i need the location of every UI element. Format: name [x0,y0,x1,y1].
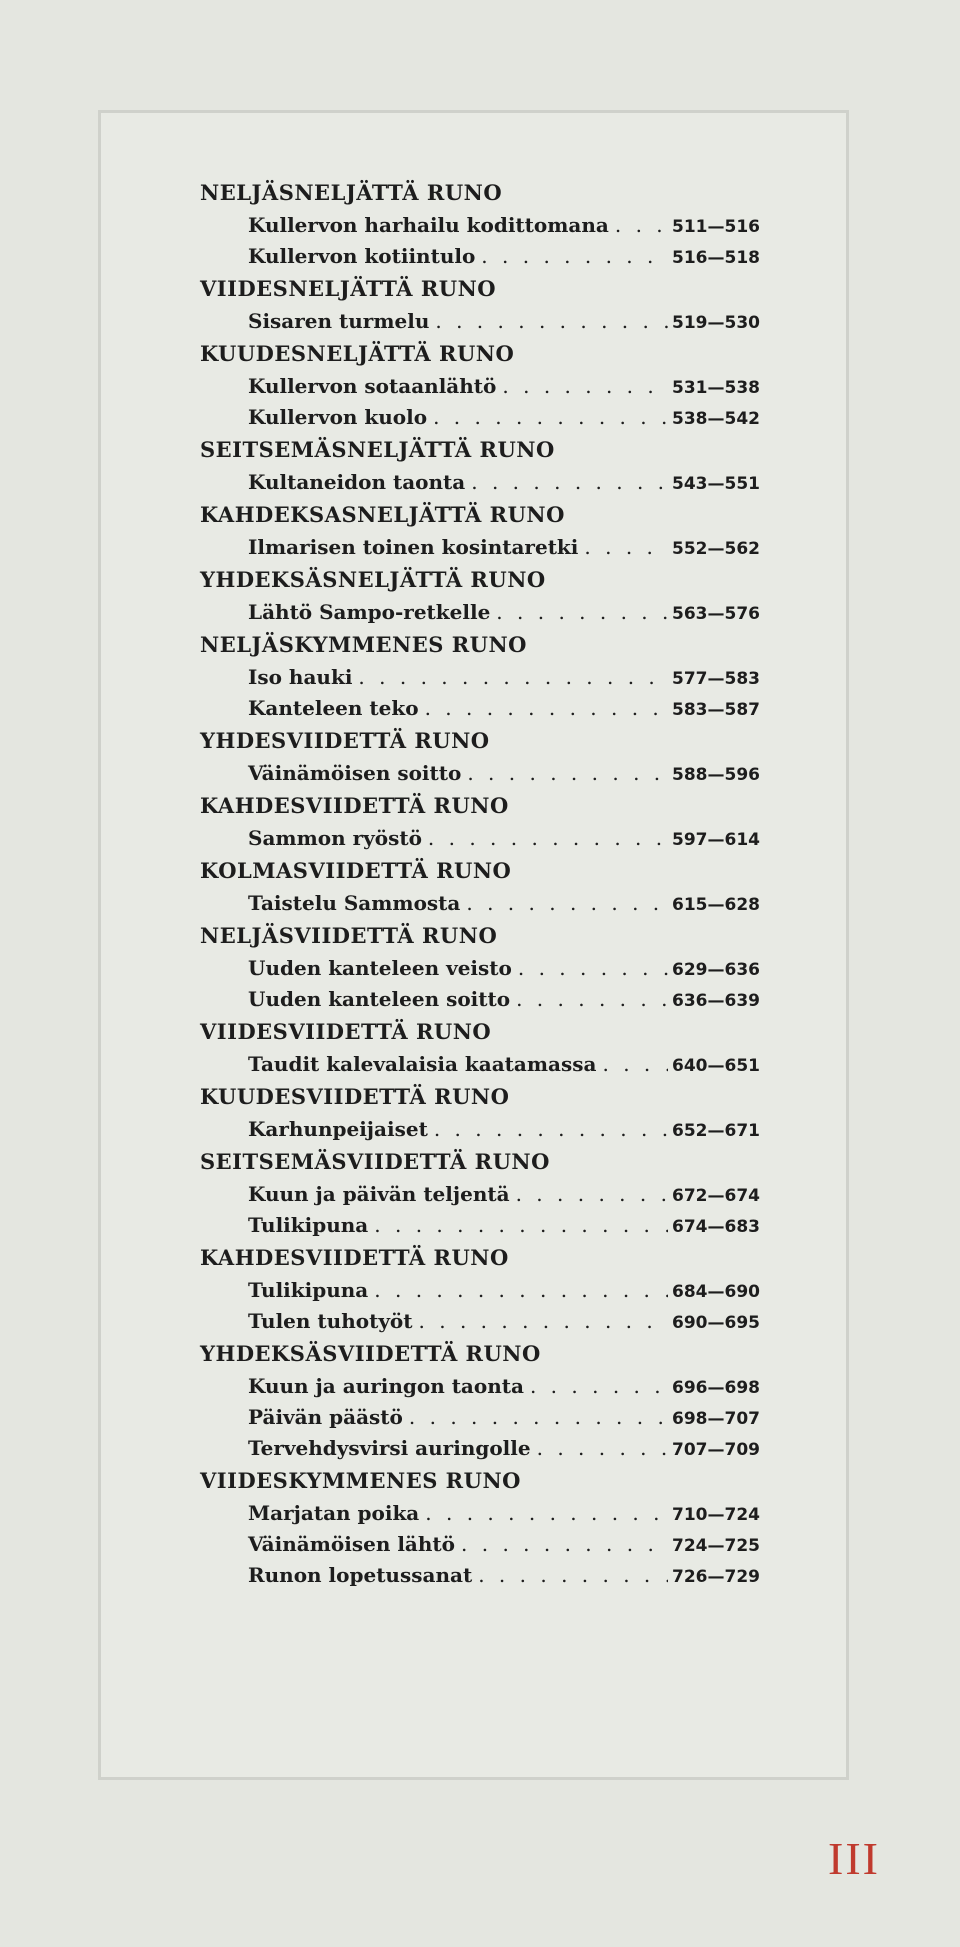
entry-title: Kullervon sotaanlähtö [248,374,497,398]
toc-entry [248,1114,760,1145]
toc-section [200,1015,760,1080]
toc-entry [248,241,760,272]
dot-leader [461,758,668,789]
section-heading: NELJÄSKYMMENES RUNO [200,632,527,657]
toc-entry [248,888,760,919]
entry-title: Kullervon harhailu kodittomana [248,213,609,237]
toc-entry [248,1306,760,1337]
dot-leader [428,1114,668,1145]
toc-section [200,337,760,433]
entry-title: Iso hauki [248,665,353,689]
section-heading: VIIDESVIIDETTÄ RUNO [200,1019,492,1044]
dot-leader [490,597,668,628]
entry-page-range: 516—518 [672,248,760,268]
entry-title: Ilmarisen toinen kosintaretki [248,535,579,559]
toc-entry [248,306,760,337]
toc-section [200,433,760,498]
toc-section [200,1080,760,1145]
dot-leader [512,953,668,984]
entry-page-range: 583—587 [672,700,760,720]
section-heading: KAHDESVIIDETTÄ RUNO [200,793,509,818]
toc-entry [248,1210,760,1241]
toc-section [200,1145,760,1241]
dot-leader [419,1498,668,1529]
entry-page-range: 511—516 [672,217,760,237]
entry-title: Kullervon kotiintulo [248,244,476,268]
entry-title: Kuun ja auringon taonta [248,1374,524,1398]
dot-leader [419,693,668,724]
toc-entry [248,984,760,1015]
toc-section [200,724,760,789]
dot-leader [472,1560,668,1591]
table-of-contents [200,176,760,1591]
entry-page-range: 563—576 [672,604,760,624]
entry-title: Päivän päästö [248,1405,403,1429]
entry-title: Uuden kanteleen veisto [248,956,512,980]
toc-entry [248,662,760,693]
entry-page-range: 698—707 [672,1409,760,1429]
entry-title: Tulikipuna [248,1278,369,1302]
toc-entry [248,597,760,628]
toc-entry [248,1529,760,1560]
entry-title: Väinämöisen soitto [248,761,462,785]
dot-leader [578,532,668,563]
dot-leader [531,1433,668,1464]
toc-section [200,1241,760,1337]
section-heading: NELJÄSNELJÄTTÄ RUNO [200,180,503,205]
dot-leader [429,306,668,337]
entry-page-range: 674—683 [672,1217,760,1237]
toc-entry [248,758,760,789]
toc-section [200,498,760,563]
entry-page-range: 690—695 [672,1313,760,1333]
entry-title: Kuun ja päivän teljentä [248,1182,510,1206]
toc-entry [248,1560,760,1591]
entry-page-range: 588—596 [672,765,760,785]
toc-entry [248,532,760,563]
entry-page-range: 652—671 [672,1121,760,1141]
toc-entry [248,823,760,854]
dot-leader [475,241,668,272]
section-heading: YHDEKSÄSVIIDETTÄ RUNO [200,1341,541,1366]
entry-page-range: 577—583 [672,669,760,689]
toc-entry [248,467,760,498]
section-heading: KUUDESVIIDETTÄ RUNO [200,1084,510,1109]
toc-entry [248,1402,760,1433]
dot-leader [510,984,668,1015]
toc-section [200,628,760,724]
dot-leader [510,1179,668,1210]
entry-title: Taudit kalevalaisia kaatamassa [248,1052,597,1076]
dot-leader [403,1402,668,1433]
entry-page-range: 726—729 [672,1567,760,1587]
entry-title: Kanteleen teko [248,696,419,720]
toc-entry [248,371,760,402]
dot-leader [368,1210,668,1241]
entry-page-range: 538—542 [672,409,760,429]
dot-leader [524,1371,668,1402]
section-heading: SEITSEMÄSNELJÄTTÄ RUNO [200,437,555,462]
dot-leader [496,371,668,402]
entry-page-range: 710—724 [672,1505,760,1525]
entry-title: Marjatan poika [248,1501,420,1525]
entry-title: Sisaren turmelu [248,309,430,333]
toc-section [200,919,760,1015]
entry-page-range: 597—614 [672,830,760,850]
toc-section [200,272,760,337]
toc-entry [248,210,760,241]
entry-title: Lähtö Sampo-retkelle [248,600,491,624]
entry-title: Karhunpeijaiset [248,1117,428,1141]
entry-title: Tulen tuhotyöt [248,1309,413,1333]
entry-title: Uuden kanteleen soitto [248,987,511,1011]
entry-page-range: 543—551 [672,474,760,494]
section-heading: KAHDESVIIDETTÄ RUNO [200,1245,509,1270]
section-heading: KUUDESNELJÄTTÄ RUNO [200,341,515,366]
dot-leader [352,662,668,693]
toc-section [200,1464,760,1591]
section-heading: SEITSEMÄSVIIDETTÄ RUNO [200,1149,550,1174]
entry-page-range: 672—674 [672,1186,760,1206]
entry-title: Tervehdysvirsi auringolle [248,1436,531,1460]
entry-title: Taistelu Sammosta [248,891,461,915]
toc-entry [248,1371,760,1402]
entry-page-range: 724—725 [672,1536,760,1556]
toc-entry [248,953,760,984]
section-heading: YHDESVIIDETTÄ RUNO [200,728,490,753]
toc-entry [248,1498,760,1529]
entry-title: Tulikipuna [248,1213,369,1237]
dot-leader [460,888,668,919]
entry-page-range: 629—636 [672,960,760,980]
entry-page-range: 552—562 [672,539,760,559]
page-number: III [828,1833,880,1884]
dot-leader [465,467,668,498]
entry-page-range: 531—538 [672,378,760,398]
entry-page-range: 707—709 [672,1440,760,1460]
dot-leader [609,210,668,241]
toc-entry [248,1179,760,1210]
entry-page-range: 615—628 [672,895,760,915]
toc-section [200,176,760,272]
section-heading: YHDEKSÄSNELJÄTTÄ RUNO [200,567,546,592]
entry-title: Runon lopetussanat [248,1563,473,1587]
toc-section [200,789,760,854]
section-heading: VIIDESKYMMENES RUNO [200,1468,521,1493]
dot-leader [368,1275,668,1306]
entry-title: Kullervon kuolo [248,405,428,429]
entry-page-range: 636—639 [672,991,760,1011]
entry-title: Väinämöisen lähtö [248,1532,456,1556]
section-heading: NELJÄSVIIDETTÄ RUNO [200,923,498,948]
toc-section [200,563,760,628]
toc-entry [248,402,760,433]
dot-leader [596,1049,668,1080]
section-heading: KAHDEKSASNELJÄTTÄ RUNO [200,502,565,527]
section-heading: VIIDESNELJÄTTÄ RUNO [200,276,497,301]
dot-leader [422,823,668,854]
entry-page-range: 519—530 [672,313,760,333]
toc-entry [248,1433,760,1464]
entry-page-range: 640—651 [672,1056,760,1076]
entry-page-range: 696—698 [672,1378,760,1398]
toc-entry [248,693,760,724]
dot-leader [413,1306,668,1337]
toc-entry [248,1275,760,1306]
section-heading: KOLMASVIIDETTÄ RUNO [200,858,512,883]
entry-title: Kultaneidon taonta [248,470,466,494]
toc-section [200,854,760,919]
entry-title: Sammon ryöstö [248,826,422,850]
dot-leader [427,402,668,433]
dot-leader [455,1529,668,1560]
entry-page-range: 684—690 [672,1282,760,1302]
toc-section [200,1337,760,1464]
toc-entry [248,1049,760,1080]
